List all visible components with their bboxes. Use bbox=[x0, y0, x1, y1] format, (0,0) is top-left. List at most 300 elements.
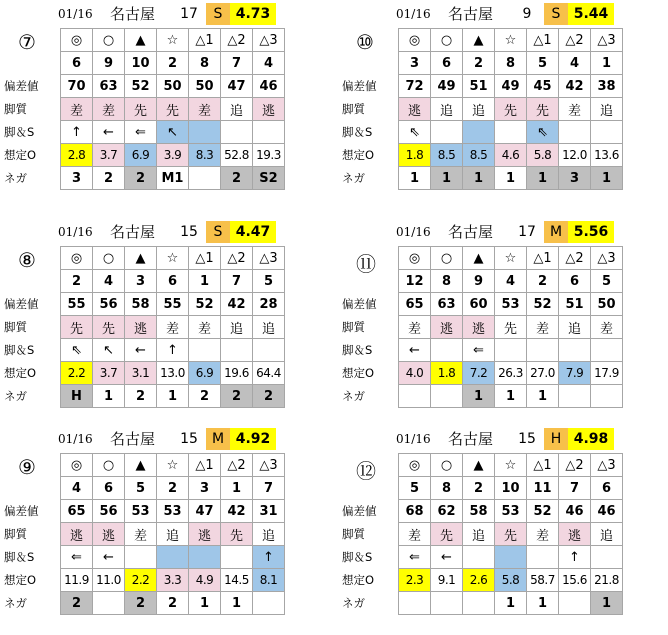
negative-cell: 1 bbox=[591, 167, 623, 190]
mark-cell: △2 bbox=[559, 247, 591, 270]
deviation-cell: 56 bbox=[93, 293, 125, 316]
horse-number-cell: 4 bbox=[93, 270, 125, 293]
row-label: 脚＆S bbox=[342, 125, 373, 139]
style-arrow-cell: ⇖ bbox=[61, 339, 93, 362]
mark-cell: △3 bbox=[591, 454, 623, 477]
negative-cell: 1 bbox=[495, 385, 527, 408]
expected-odds-cell: 14.5 bbox=[221, 569, 253, 592]
negative-cell: 1 bbox=[221, 592, 253, 615]
race-number: ⑨ bbox=[18, 455, 36, 479]
row-label: 脚＆S bbox=[4, 343, 35, 357]
score-badge: 4.47 bbox=[230, 221, 276, 243]
style-arrow-cell: ← bbox=[431, 546, 463, 569]
venue-name: 名古屋 bbox=[448, 5, 494, 23]
horse-number-cell: 7 bbox=[559, 477, 591, 500]
deviation-row bbox=[399, 500, 623, 523]
style-arrow-cell: ⇖ bbox=[527, 121, 559, 144]
negative-cell bbox=[431, 385, 463, 408]
deviation-row bbox=[61, 293, 285, 316]
mark-cell: △1 bbox=[189, 29, 221, 52]
race-number: ⑦ bbox=[18, 30, 36, 54]
running-style-cell: 追 bbox=[157, 523, 189, 546]
mark-cell: △1 bbox=[189, 247, 221, 270]
style-arrow-cell bbox=[495, 546, 527, 569]
deviation-cell: 42 bbox=[221, 500, 253, 523]
row-label: 想定O bbox=[342, 148, 375, 162]
negative-cell: 2 bbox=[253, 385, 285, 408]
negative-cell: 1 bbox=[495, 167, 527, 190]
mark-cell: ◎ bbox=[399, 247, 431, 270]
style-arrow-cell bbox=[527, 339, 559, 362]
expected-odds-cell: 17.9 bbox=[591, 362, 623, 385]
style-arrow-cell: ← bbox=[93, 121, 125, 144]
style-arrow-cell bbox=[253, 121, 285, 144]
negative-cell: 1 bbox=[93, 385, 125, 408]
running-style-cell: 先 bbox=[527, 98, 559, 121]
race-table bbox=[398, 28, 623, 190]
horse-number-cell: 4 bbox=[253, 52, 285, 75]
race-panel bbox=[0, 0, 330, 205]
deviation-cell: 68 bbox=[399, 500, 431, 523]
style-arrow-cell bbox=[431, 121, 463, 144]
race-number: ⑪ bbox=[356, 252, 376, 276]
style-arrow-cell bbox=[495, 339, 527, 362]
negative-cell bbox=[399, 385, 431, 408]
row-label: 想定O bbox=[4, 148, 37, 162]
horse-number-cell: 4 bbox=[559, 52, 591, 75]
negative-cell: 1 bbox=[189, 592, 221, 615]
deviation-cell: 65 bbox=[399, 293, 431, 316]
mark-cell: △3 bbox=[253, 247, 285, 270]
expected-odds-cell: 8.5 bbox=[463, 144, 495, 167]
mark-cell: ▲ bbox=[125, 247, 157, 270]
negative-row bbox=[399, 385, 623, 408]
negative-cell: 2 bbox=[189, 385, 221, 408]
race-table bbox=[60, 246, 285, 408]
horse-number-cell: 1 bbox=[591, 52, 623, 75]
race-number: ⑧ bbox=[18, 248, 36, 272]
grade-badge: H bbox=[544, 428, 568, 450]
style-arrow-cell bbox=[527, 546, 559, 569]
horse-number-cell: 10 bbox=[495, 477, 527, 500]
running-style-cell: 逃 bbox=[559, 523, 591, 546]
deviation-cell: 38 bbox=[591, 75, 623, 98]
horse-number-cell: 10 bbox=[125, 52, 157, 75]
style-arrow-cell bbox=[125, 546, 157, 569]
deviation-cell: 65 bbox=[61, 500, 93, 523]
style-arrow-cell bbox=[221, 339, 253, 362]
distance: 15 bbox=[518, 431, 536, 447]
deviation-cell: 50 bbox=[189, 75, 221, 98]
running-style-cell: 追 bbox=[221, 98, 253, 121]
race-panel bbox=[0, 425, 330, 630]
negative-cell: 1 bbox=[431, 167, 463, 190]
expected-odds-cell: 9.1 bbox=[431, 569, 463, 592]
style-arrow-cell bbox=[495, 121, 527, 144]
distance: 9 bbox=[522, 6, 532, 22]
style-arrow-cell: ↑ bbox=[61, 121, 93, 144]
expected-odds-cell: 2.8 bbox=[61, 144, 93, 167]
mark-row bbox=[61, 29, 285, 52]
race-date: 01/16 bbox=[58, 225, 93, 239]
mark-cell: ☆ bbox=[157, 454, 189, 477]
deviation-cell: 52 bbox=[125, 75, 157, 98]
deviation-cell: 70 bbox=[61, 75, 93, 98]
style-arrow-cell: ↖ bbox=[157, 121, 189, 144]
race-date: 01/16 bbox=[396, 225, 431, 239]
venue-name: 名古屋 bbox=[110, 223, 156, 241]
running-style-cell: 追 bbox=[463, 98, 495, 121]
negative-cell: 2 bbox=[93, 167, 125, 190]
deviation-cell: 58 bbox=[463, 500, 495, 523]
style-arrow-cell bbox=[221, 121, 253, 144]
deviation-cell: 58 bbox=[125, 293, 157, 316]
style-arrow-cell bbox=[591, 546, 623, 569]
negative-cell: 2 bbox=[61, 592, 93, 615]
negative-cell bbox=[559, 592, 591, 615]
expected-odds-cell: 52.8 bbox=[221, 144, 253, 167]
running-style-row bbox=[61, 98, 285, 121]
running-style-row bbox=[399, 98, 623, 121]
negative-cell: 1 bbox=[527, 167, 559, 190]
expected-odds-cell: 3.9 bbox=[157, 144, 189, 167]
deviation-cell: 55 bbox=[157, 293, 189, 316]
venue-name: 名古屋 bbox=[448, 223, 494, 241]
negative-row bbox=[399, 592, 623, 615]
negative-cell bbox=[93, 592, 125, 615]
mark-cell: ○ bbox=[431, 247, 463, 270]
horse-number-cell: 3 bbox=[189, 477, 221, 500]
mark-cell: ☆ bbox=[495, 247, 527, 270]
expected-odds-cell: 64.4 bbox=[253, 362, 285, 385]
style-arrow-cell: ⇖ bbox=[399, 121, 431, 144]
grade-badge: S bbox=[544, 3, 568, 25]
mark-cell: △2 bbox=[559, 454, 591, 477]
negative-cell: 1 bbox=[463, 385, 495, 408]
negative-cell: 1 bbox=[591, 592, 623, 615]
horse-number-cell: 2 bbox=[157, 52, 189, 75]
negative-cell: 2 bbox=[125, 592, 157, 615]
mark-cell: △2 bbox=[559, 29, 591, 52]
style-arrow-cell bbox=[189, 339, 221, 362]
style-arrow-cell bbox=[559, 339, 591, 362]
distance: 15 bbox=[180, 224, 198, 240]
mark-cell: △3 bbox=[253, 29, 285, 52]
deviation-cell: 46 bbox=[591, 500, 623, 523]
horse-number-row bbox=[399, 477, 623, 500]
running-style-cell: 差 bbox=[399, 523, 431, 546]
row-label: ネガ bbox=[342, 389, 365, 403]
deviation-cell: 62 bbox=[431, 500, 463, 523]
expected-odds-cell: 7.2 bbox=[463, 362, 495, 385]
mark-cell: △1 bbox=[527, 454, 559, 477]
deviation-cell: 53 bbox=[125, 500, 157, 523]
horse-number-cell: 8 bbox=[431, 477, 463, 500]
style-arrow-cell: ↑ bbox=[157, 339, 189, 362]
running-style-cell: 差 bbox=[527, 523, 559, 546]
row-label: ネガ bbox=[342, 171, 365, 185]
race-number: ⑫ bbox=[356, 459, 376, 483]
mark-cell: ☆ bbox=[157, 29, 189, 52]
deviation-cell: 46 bbox=[559, 500, 591, 523]
mark-cell: △1 bbox=[189, 454, 221, 477]
running-style-cell: 先 bbox=[125, 98, 157, 121]
venue-name: 名古屋 bbox=[110, 430, 156, 448]
mark-cell: △3 bbox=[591, 247, 623, 270]
row-label: 偏差値 bbox=[4, 504, 39, 518]
race-panel bbox=[338, 425, 668, 630]
style-arrow-cell: ↑ bbox=[253, 546, 285, 569]
running-style-cell: 逃 bbox=[399, 98, 431, 121]
row-label: 偏差値 bbox=[342, 79, 377, 93]
deviation-cell: 52 bbox=[527, 500, 559, 523]
style-arrow-cell bbox=[221, 546, 253, 569]
expected-odds-cell: 13.6 bbox=[591, 144, 623, 167]
row-label: 脚質 bbox=[4, 320, 27, 334]
style-arrow-cell: ↖ bbox=[93, 339, 125, 362]
deviation-cell: 46 bbox=[253, 75, 285, 98]
expected-odds-cell: 6.9 bbox=[189, 362, 221, 385]
expected-odds-cell: 12.0 bbox=[559, 144, 591, 167]
style-arrow-cell: ⇐ bbox=[61, 546, 93, 569]
row-label: ネガ bbox=[4, 389, 27, 403]
running-style-cell: 先 bbox=[61, 316, 93, 339]
deviation-cell: 42 bbox=[559, 75, 591, 98]
expected-odds-row bbox=[61, 569, 285, 592]
horse-number-cell: 5 bbox=[125, 477, 157, 500]
expected-odds-row bbox=[61, 144, 285, 167]
horse-number-row bbox=[61, 270, 285, 293]
expected-odds-cell: 2.3 bbox=[399, 569, 431, 592]
style-arrow-cell bbox=[189, 121, 221, 144]
mark-cell: ◎ bbox=[399, 29, 431, 52]
expected-odds-cell: 3.3 bbox=[157, 569, 189, 592]
expected-odds-cell: 6.9 bbox=[125, 144, 157, 167]
running-style-cell: 差 bbox=[399, 316, 431, 339]
row-label: 想定O bbox=[4, 366, 37, 380]
mark-cell: ☆ bbox=[495, 29, 527, 52]
expected-odds-cell: 8.5 bbox=[431, 144, 463, 167]
deviation-cell: 51 bbox=[463, 75, 495, 98]
style-arrow-row bbox=[61, 339, 285, 362]
deviation-cell: 50 bbox=[591, 293, 623, 316]
expected-odds-row bbox=[399, 569, 623, 592]
negative-cell bbox=[431, 592, 463, 615]
horse-number-cell: 2 bbox=[463, 52, 495, 75]
running-style-cell: 追 bbox=[559, 316, 591, 339]
mark-cell: △2 bbox=[221, 247, 253, 270]
score-badge: 4.98 bbox=[568, 428, 614, 450]
mark-cell: ▲ bbox=[463, 247, 495, 270]
running-style-cell: 追 bbox=[221, 316, 253, 339]
deviation-row bbox=[61, 75, 285, 98]
running-style-cell: 差 bbox=[93, 98, 125, 121]
negative-row bbox=[61, 167, 285, 190]
running-style-cell: 先 bbox=[157, 98, 189, 121]
horse-number-cell: 7 bbox=[253, 477, 285, 500]
row-label: 想定O bbox=[4, 573, 37, 587]
row-label: 脚＆S bbox=[342, 550, 373, 564]
expected-odds-cell: 21.8 bbox=[591, 569, 623, 592]
horse-number-cell: 4 bbox=[495, 270, 527, 293]
race-table bbox=[60, 28, 285, 190]
running-style-cell: 差 bbox=[591, 316, 623, 339]
style-arrow-row bbox=[399, 546, 623, 569]
expected-odds-cell: 5.8 bbox=[495, 569, 527, 592]
expected-odds-cell: 19.3 bbox=[253, 144, 285, 167]
mark-cell: ☆ bbox=[495, 454, 527, 477]
negative-cell: S2 bbox=[253, 167, 285, 190]
deviation-cell: 49 bbox=[495, 75, 527, 98]
horse-number-cell: 8 bbox=[431, 270, 463, 293]
negative-row bbox=[61, 385, 285, 408]
row-label: 想定O bbox=[342, 366, 375, 380]
grade-badge: M bbox=[206, 428, 230, 450]
horse-number-cell: 6 bbox=[559, 270, 591, 293]
style-arrow-row bbox=[61, 121, 285, 144]
expected-odds-cell: 11.0 bbox=[93, 569, 125, 592]
running-style-row bbox=[399, 523, 623, 546]
row-label: 脚＆S bbox=[342, 343, 373, 357]
running-style-cell: 先 bbox=[495, 316, 527, 339]
style-arrow-cell: ↑ bbox=[559, 546, 591, 569]
grade-badge: S bbox=[206, 221, 230, 243]
negative-cell: 1 bbox=[399, 167, 431, 190]
deviation-cell: 50 bbox=[157, 75, 189, 98]
deviation-cell: 55 bbox=[61, 293, 93, 316]
horse-number-cell: 9 bbox=[93, 52, 125, 75]
expected-odds-cell: 4.9 bbox=[189, 569, 221, 592]
style-arrow-row bbox=[399, 339, 623, 362]
mark-cell: △1 bbox=[527, 29, 559, 52]
race-date: 01/16 bbox=[58, 432, 93, 446]
expected-odds-cell: 13.0 bbox=[157, 362, 189, 385]
negative-cell bbox=[253, 592, 285, 615]
negative-cell bbox=[559, 385, 591, 408]
deviation-cell: 53 bbox=[157, 500, 189, 523]
race-panel bbox=[338, 218, 668, 423]
style-arrow-row bbox=[61, 546, 285, 569]
running-style-cell: 逃 bbox=[93, 523, 125, 546]
expected-odds-row bbox=[399, 144, 623, 167]
mark-cell: ○ bbox=[93, 29, 125, 52]
negative-cell: 3 bbox=[61, 167, 93, 190]
race-table bbox=[398, 453, 623, 615]
horse-number-cell: 2 bbox=[61, 270, 93, 293]
negative-cell: 2 bbox=[157, 592, 189, 615]
race-panel bbox=[338, 0, 668, 205]
grade-badge: M bbox=[544, 221, 568, 243]
mark-cell: ▲ bbox=[125, 454, 157, 477]
deviation-cell: 63 bbox=[93, 75, 125, 98]
deviation-cell: 42 bbox=[221, 293, 253, 316]
deviation-cell: 45 bbox=[527, 75, 559, 98]
horse-number-cell: 1 bbox=[221, 477, 253, 500]
deviation-cell: 51 bbox=[559, 293, 591, 316]
negative-cell: 1 bbox=[463, 167, 495, 190]
row-label: 偏差値 bbox=[342, 504, 377, 518]
running-style-cell: 差 bbox=[189, 316, 221, 339]
style-arrow-cell: ⇐ bbox=[463, 339, 495, 362]
running-style-row bbox=[61, 316, 285, 339]
deviation-cell: 72 bbox=[399, 75, 431, 98]
horse-number-cell: 3 bbox=[125, 270, 157, 293]
deviation-cell: 52 bbox=[189, 293, 221, 316]
negative-cell bbox=[399, 592, 431, 615]
horse-number-cell: 8 bbox=[495, 52, 527, 75]
horse-number-cell: 7 bbox=[221, 52, 253, 75]
style-arrow-cell bbox=[463, 546, 495, 569]
row-label: ネガ bbox=[4, 596, 27, 610]
horse-number-cell: 1 bbox=[189, 270, 221, 293]
mark-cell: ○ bbox=[431, 454, 463, 477]
deviation-cell: 53 bbox=[495, 293, 527, 316]
mark-cell: ☆ bbox=[157, 247, 189, 270]
negative-cell: 1 bbox=[527, 385, 559, 408]
negative-cell: 1 bbox=[495, 592, 527, 615]
mark-cell: △3 bbox=[253, 454, 285, 477]
expected-odds-cell: 11.9 bbox=[61, 569, 93, 592]
row-label: 脚＆S bbox=[4, 125, 35, 139]
race-panel bbox=[0, 218, 330, 423]
running-style-row bbox=[399, 316, 623, 339]
expected-odds-cell: 5.8 bbox=[527, 144, 559, 167]
score-badge: 5.56 bbox=[568, 221, 614, 243]
horse-number-cell: 2 bbox=[463, 477, 495, 500]
running-style-cell: 差 bbox=[125, 523, 157, 546]
mark-cell: ▲ bbox=[125, 29, 157, 52]
row-label: ネガ bbox=[342, 596, 365, 610]
race-table bbox=[398, 246, 623, 408]
deviation-cell: 31 bbox=[253, 500, 285, 523]
race-table bbox=[60, 453, 285, 615]
horse-number-row bbox=[399, 270, 623, 293]
running-style-cell: 逃 bbox=[431, 316, 463, 339]
row-label: 偏差値 bbox=[4, 79, 39, 93]
mark-cell: △2 bbox=[221, 29, 253, 52]
horse-number-cell: 5 bbox=[253, 270, 285, 293]
horse-number-cell: 2 bbox=[157, 477, 189, 500]
row-label: 脚＆S bbox=[4, 550, 35, 564]
running-style-cell: 追 bbox=[591, 523, 623, 546]
horse-number-cell: 6 bbox=[591, 477, 623, 500]
negative-cell bbox=[591, 385, 623, 408]
negative-cell: 2 bbox=[125, 385, 157, 408]
race-date: 01/16 bbox=[58, 7, 93, 21]
deviation-cell: 47 bbox=[221, 75, 253, 98]
row-label: 脚質 bbox=[342, 320, 365, 334]
deviation-cell: 28 bbox=[253, 293, 285, 316]
negative-row bbox=[61, 592, 285, 615]
row-label: 偏差値 bbox=[342, 297, 377, 311]
horse-number-cell: 6 bbox=[61, 52, 93, 75]
running-style-cell: 追 bbox=[253, 523, 285, 546]
score-badge: 4.73 bbox=[230, 3, 276, 25]
deviation-cell: 63 bbox=[431, 293, 463, 316]
row-label: ネガ bbox=[4, 171, 27, 185]
running-style-cell: 逃 bbox=[61, 523, 93, 546]
negative-cell: 2 bbox=[221, 167, 253, 190]
score-badge: 5.44 bbox=[568, 3, 614, 25]
deviation-cell: 60 bbox=[463, 293, 495, 316]
horse-number-cell: 9 bbox=[463, 270, 495, 293]
mark-cell: ○ bbox=[431, 29, 463, 52]
running-style-cell: 追 bbox=[591, 98, 623, 121]
style-arrow-cell bbox=[591, 339, 623, 362]
mark-cell: △3 bbox=[591, 29, 623, 52]
negative-cell: 1 bbox=[157, 385, 189, 408]
running-style-cell: 先 bbox=[431, 523, 463, 546]
